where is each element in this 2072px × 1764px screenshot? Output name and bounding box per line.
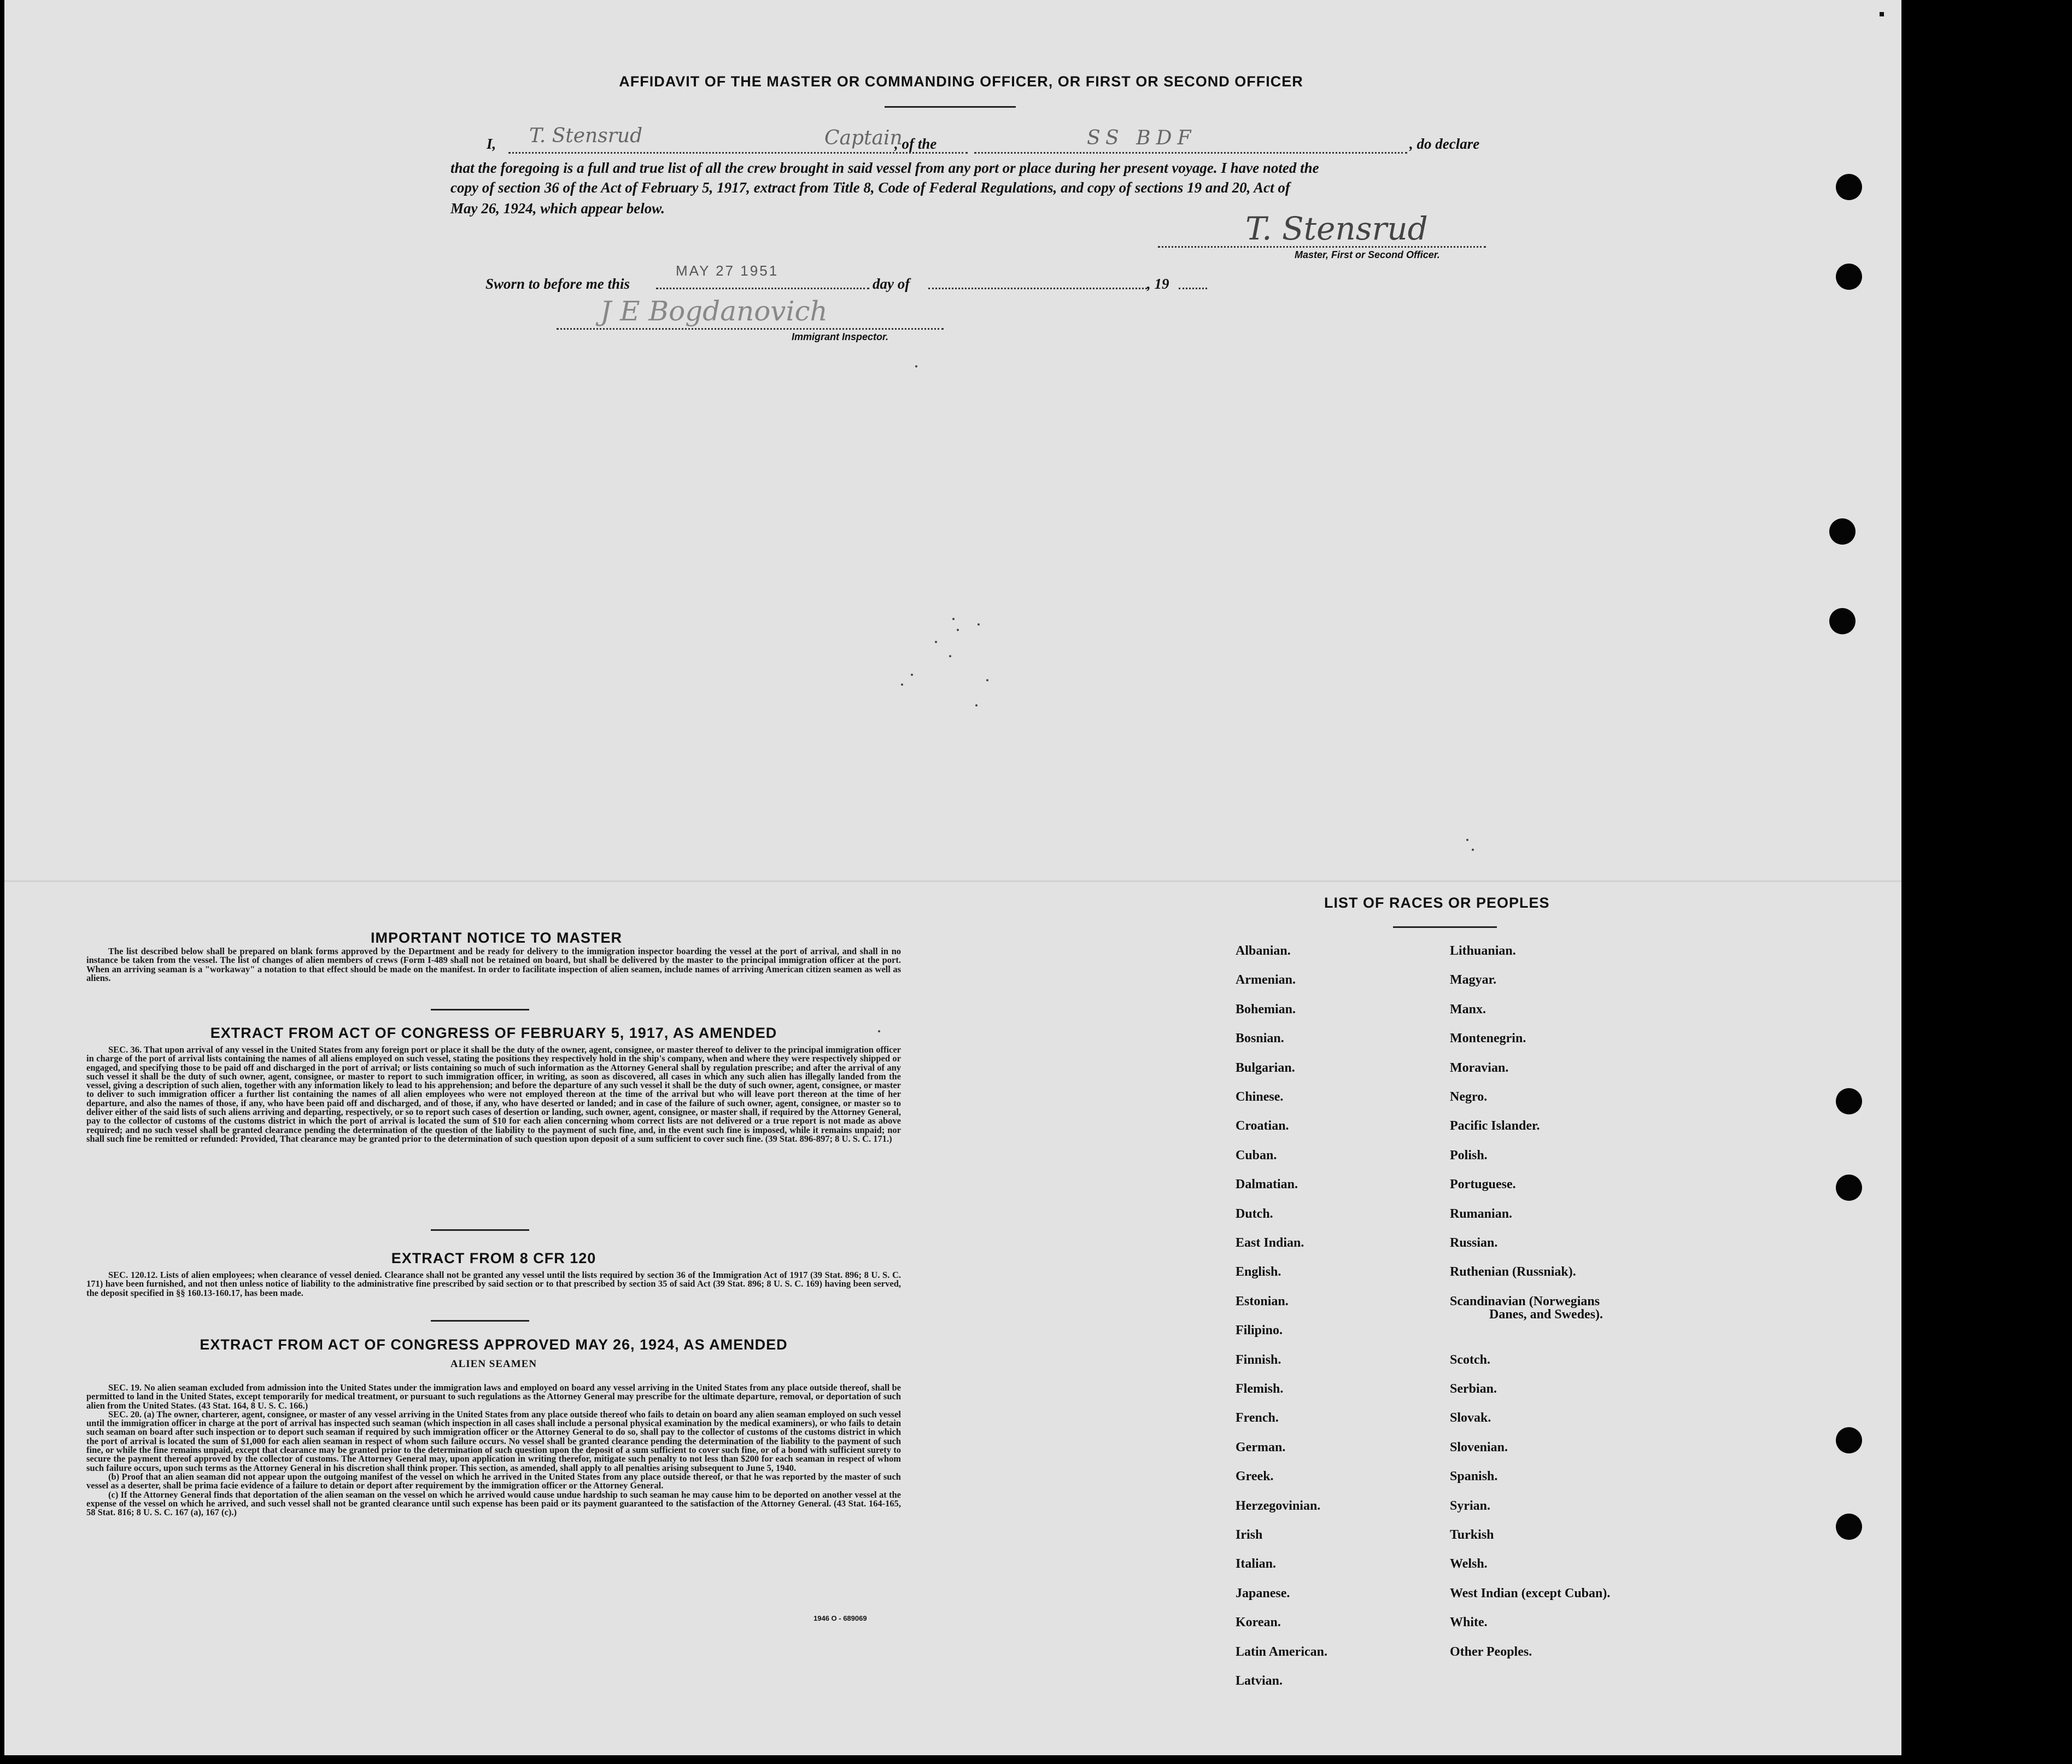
race-item: Welsh. bbox=[1450, 1557, 1488, 1572]
section-120-12-text: SEC. 120.12. Lists of alien employees; when clearance of vessel denied. Clearance shall not be granted any vessel until the lists required by section 36 of the Immigration Act of 1917 (39 Stat. 896; 8 U. S. C. 171) have been furnished, and not then unless notice of liability to the administrative fine prescribed by said section or to that prescribed by section 35 of said Act (39 Stat. 896; 8 U. S. C. 169) having been served, the deposit specified in §§ 160.13-160.17, has been made. bbox=[86, 1270, 901, 1298]
race-item: White. bbox=[1450, 1615, 1488, 1630]
punch-hole bbox=[1836, 1514, 1862, 1540]
race-item: Latin American. bbox=[1236, 1644, 1327, 1659]
races-rule bbox=[1393, 926, 1497, 928]
speck bbox=[1466, 839, 1468, 841]
race-item: Greek. bbox=[1236, 1469, 1274, 1484]
affidavit-title: AFFIDAVIT OF THE MASTER OR COMMANDING OFFICER, OR FIRST OR SECOND OFFICER bbox=[619, 73, 1303, 90]
race-item: Slovak. bbox=[1450, 1411, 1491, 1426]
race-item: Finnish. bbox=[1236, 1352, 1281, 1367]
punch-hole bbox=[1836, 1175, 1862, 1201]
races-title: LIST OF RACES OR PEOPLES bbox=[1324, 895, 1550, 911]
speck bbox=[978, 623, 980, 626]
inspector-signature-line bbox=[557, 328, 944, 330]
race-item: Albanian. bbox=[1236, 944, 1291, 958]
race-item: Slovenian. bbox=[1450, 1440, 1508, 1455]
vessel-name-handwriting: SS BDF bbox=[1087, 127, 1197, 149]
speck bbox=[901, 684, 903, 686]
punch-hole bbox=[1829, 518, 1856, 545]
extract-cfr-title: EXTRACT FROM 8 CFR 120 bbox=[391, 1250, 596, 1266]
extract-1917-title: EXTRACT FROM ACT OF CONGRESS OF FEBRUARY 5, 1917, AS AMENDED bbox=[210, 1025, 777, 1041]
master-signature: T. Stensrud bbox=[1245, 210, 1428, 247]
declaration-line-4: May 26, 1924, which appear below. bbox=[450, 200, 665, 217]
race-item: Latvian. bbox=[1236, 1674, 1283, 1688]
section-20b-text: (b) Proof that an alien seaman did not appear upon the outgoing manifest of the vessel on which he arrived in the United States from any place outside thereof, or that he was reported by the master of such vessel as a deserter, shall be prima facie evidence of a failure to detain or deport after requirement by the immigration officer or the Attorney General. bbox=[86, 1471, 901, 1491]
race-item: Spanish. bbox=[1450, 1469, 1498, 1484]
race-item: German. bbox=[1236, 1440, 1286, 1455]
race-item: English. bbox=[1236, 1265, 1281, 1280]
master-name-handwriting: T. Stensrud bbox=[529, 125, 643, 147]
speck bbox=[915, 365, 917, 367]
inspector-signature: J E Bogdanovich bbox=[600, 295, 828, 327]
speck bbox=[986, 679, 988, 681]
race-item: West Indian (except Cuban). bbox=[1450, 1586, 1611, 1601]
race-item: Korean. bbox=[1236, 1615, 1281, 1630]
speck bbox=[952, 618, 955, 620]
punch-hole bbox=[1836, 174, 1862, 200]
race-item: Italian. bbox=[1236, 1557, 1277, 1572]
master-rank-handwriting: Captain bbox=[824, 127, 903, 149]
month-line bbox=[928, 288, 1147, 289]
corner-mark bbox=[1880, 12, 1884, 16]
race-item: Pacific Islander. bbox=[1450, 1119, 1540, 1134]
race-item: Scotch. bbox=[1450, 1352, 1490, 1367]
race-item: Armenian. bbox=[1236, 973, 1296, 988]
race-item: Manx. bbox=[1450, 1002, 1486, 1017]
declaration-of-the: , of the bbox=[894, 136, 937, 152]
race-item: Bulgarian. bbox=[1236, 1060, 1295, 1075]
race-item: Portuguese. bbox=[1450, 1177, 1516, 1192]
race-item: East Indian. bbox=[1236, 1236, 1304, 1250]
race-item: Japanese. bbox=[1236, 1586, 1290, 1601]
punch-hole bbox=[1829, 608, 1856, 634]
race-item: Russian. bbox=[1450, 1236, 1498, 1250]
inspector-caption: Immigrant Inspector. bbox=[792, 331, 889, 342]
declaration-line-3: copy of section 36 of the Act of February 5, 1917, extract from Title 8, Code of Federal Regulations, and copy of sections 19 and 20, Act of bbox=[450, 179, 1290, 196]
punch-hole bbox=[1836, 264, 1862, 290]
title-rule bbox=[885, 106, 1016, 108]
fold-line bbox=[4, 880, 1901, 882]
print-code: 1946 O - 689069 bbox=[813, 1614, 867, 1622]
form-sheet bbox=[4, 0, 1901, 1755]
race-item: Dutch. bbox=[1236, 1206, 1273, 1221]
speck bbox=[935, 641, 937, 643]
speck bbox=[975, 704, 978, 706]
speck bbox=[1472, 849, 1474, 851]
section-36-text: SEC. 36. That upon arrival of any vessel in the United States from any foreign port or place it shall be the duty of the owner, agent, consignee, or master thereof to deliver to the principal immigration officer in charge of the port of arrival lists containing the names of all aliens employed on such vessel, stating the positions they respectively hold in the ship's company, when and where they were respectively shipped or engaged, and specifying those to be paid off and discharged in the port of arrival; or lists containing so much of such information as the Attorney General shall by regulation prescribe; and after the arrival of any such vessel it shall be the duty of such owner, agent, consignee, or master to report to such immigration officer, in writing, as soon as discovered, all cases in which any such alien has illegally landed from the vessel, giving a description of such alien, together with any information likely to lead to his apprehension; and before the departure of any such vessel it shall be the duty of such owner, agent, consignee, or master to deliver to such immigration officer a further list containing the names of all alien employees who were not employed thereon at the time of the arrival but who will leave port thereon at the time of her departure, and also the names of those, if any, who have been paid off and discharged, and of those, if any, who have deserted or landed; and in case of the failure of such owner, agent, consignee, or master so to deliver either of the said lists of such aliens arriving and departing, respectively, or so to report such cases of desertion or landing, such owner, agent, consignee, or master shall, if required by the Attorney General, pay to the collector of customs of the customs district in which the port of arrival is located the sum of $10 for each alien concerning whom correct lists are not delivered or a true report is not made as above required; and no such vessel shall be granted clearance pending the determination of the question of the liability to the payment of such fine, and, in the event such fine is imposed, while it remains unpaid; nor shall such fine be remitted or refunded: Provided, That clearance may be granted prior to the determination of such question upon deposit of a sum sufficient to cover such fine. (39 Stat. 896-897; 8 U. S. C. 171.) bbox=[86, 1044, 902, 1144]
race-item: Bohemian. bbox=[1236, 1002, 1296, 1017]
notice-rule bbox=[431, 1009, 529, 1010]
race-item: Negro. bbox=[1450, 1090, 1488, 1104]
race-item: Moravian. bbox=[1450, 1060, 1509, 1075]
race-item: Montenegrin. bbox=[1450, 1031, 1526, 1046]
speck bbox=[957, 629, 959, 631]
race-scandinavian-continued: Danes, and Swedes). bbox=[1489, 1307, 1603, 1322]
race-item: Lithuanian. bbox=[1450, 944, 1516, 958]
extract-1924-subtitle: ALIEN SEAMEN bbox=[450, 1358, 537, 1370]
notice-title: IMPORTANT NOTICE TO MASTER bbox=[371, 930, 622, 946]
extract-1917-rule bbox=[431, 1229, 529, 1231]
race-item: Ruthenian (Russniak). bbox=[1450, 1265, 1576, 1280]
race-item: French. bbox=[1236, 1411, 1279, 1426]
vessel-line bbox=[974, 152, 1407, 154]
year-line bbox=[1179, 288, 1207, 289]
race-item: Polish. bbox=[1450, 1148, 1488, 1163]
punch-hole bbox=[1836, 1088, 1862, 1114]
race-item: Irish bbox=[1236, 1528, 1263, 1542]
race-item: Scandinavian (Norwegians bbox=[1450, 1294, 1600, 1309]
declaration-line-2: that the foregoing is a full and true list of all the crew brought in said vessel from any port or place during her present voyage. I have noted the bbox=[450, 160, 1319, 176]
declaration-i: I, bbox=[487, 136, 496, 152]
section-19-text: SEC. 19. No alien seaman excluded from admission into the United States under the immigration laws and employed on board any vessel arriving in the United States from any place outside thereof, shall be permitted to land in the United States, except temporarily for medical treatment, or pursuant to such regulations as the Attorney General may prescribe for the ultimate departure, removal, or deportation of such alien from the United States. (43 Stat. 164, 8 U. S. C. 166.) bbox=[86, 1382, 901, 1411]
extract-1917-body bbox=[86, 1045, 901, 1143]
speck bbox=[949, 655, 951, 657]
extract-1924-title: EXTRACT FROM ACT OF CONGRESS APPROVED MAY 26, 1924, AS AMENDED bbox=[200, 1336, 788, 1353]
race-item: Flemish. bbox=[1236, 1382, 1284, 1396]
master-caption: Master, First or Second Officer. bbox=[1295, 249, 1440, 260]
race-item: Bosnian. bbox=[1236, 1031, 1284, 1046]
day-of: day of bbox=[873, 276, 910, 292]
punch-hole bbox=[1836, 1427, 1862, 1453]
race-item: Cuban. bbox=[1236, 1148, 1277, 1163]
notice-paragraph: The list described below shall be prepared on blank forms approved by the Department and be ready for delivery to the immigration inspector boarding the vessel at the port of arrival, and shall in no instance be taken from the vessel. The list of changes of alien members of crews (Form I-489 shall not be retained on board, but shall be delivered by the master to the principal immigration officer at the port. When an arriving seaman is a "workaway" a notation to that effect should be made on the manifest. In order to facilitate inspection of alien seamen, include names of arriving American citizen seamen as well as aliens. bbox=[86, 946, 901, 983]
race-item: Chinese. bbox=[1236, 1090, 1284, 1104]
race-item: Turkish bbox=[1450, 1528, 1494, 1542]
race-item: Herzegovinian. bbox=[1236, 1498, 1321, 1513]
race-item: Dalmatian. bbox=[1236, 1177, 1298, 1192]
year-prefix: , 19 bbox=[1147, 276, 1169, 292]
date-stamp: MAY 27 1951 bbox=[676, 262, 779, 279]
race-item: Estonian. bbox=[1236, 1294, 1289, 1309]
race-item: Rumanian. bbox=[1450, 1206, 1513, 1221]
sworn-day-line bbox=[656, 288, 869, 289]
extract-cfr-body bbox=[86, 1271, 901, 1298]
speck bbox=[911, 674, 913, 676]
section-20c-text: (c) If the Attorney General finds that deportation of the alien seaman on the vessel on which he arrived would cause undue hardship to such seaman he may cause him to be deported on another vessel at the expense of the vessel on which he arrived, and such vessel shall not be granted clearance until such expense has been paid or its payment guaranteed to the satisfaction of the Attorney General. (43 Stat. 164-165, 58 Stat. 816; 8 U. S. C. 167 (a), 167 (c).) bbox=[86, 1489, 901, 1518]
race-item: Croatian. bbox=[1236, 1119, 1289, 1134]
notice-body bbox=[86, 947, 901, 983]
section-20a-text: SEC. 20. (a) The owner, charterer, agent, consignee, or master of any vessel arriving in the United States from any place outside thereof who fails to detain on board any alien seaman employed on such vessel until the immigration officer in charge at the port of arrival has inspected such seaman (which inspection in all cases shall include a personal physical examination by the medical examiners), or who fails to detain such seaman on board after such inspection or to deport such seaman if required by such immigration officer or the Attorney General to do so, shall pay to the collector of customs of the customs district in which the port of arrival is located the sum of $1,000 for each alien seaman in respect of whom such failure occurs. No vessel shall be granted clearance pending the determination of the liability to the payment of such fine, or while the fine remains unpaid, except that clearance may be granted prior to the determination of such question upon the deposit of a sum sufficient to cover such fine, or of a bond with sufficient surety to secure the payment thereof approved by the collector of customs. The Attorney General may, upon application in writing therefor, mitigate such penalty to not less than $200 for each seaman in respect of whom such failure occurs, upon such terms as the Attorney General in his discretion shall think proper. This section, as amended, shall apply to all penalties arising subsequent to June 5, 1940. bbox=[86, 1409, 901, 1473]
race-item: Filipino. bbox=[1236, 1323, 1283, 1338]
race-item: Other Peoples. bbox=[1450, 1644, 1532, 1659]
sworn-prefix: Sworn to before me this bbox=[485, 276, 630, 292]
race-item: Serbian. bbox=[1450, 1382, 1497, 1396]
extract-1924-body bbox=[86, 1383, 901, 1517]
race-item: Magyar. bbox=[1450, 973, 1497, 988]
declaration-do-declare: , do declare bbox=[1409, 136, 1480, 152]
race-item: Syrian. bbox=[1450, 1498, 1491, 1513]
extract-cfr-rule bbox=[431, 1320, 529, 1322]
